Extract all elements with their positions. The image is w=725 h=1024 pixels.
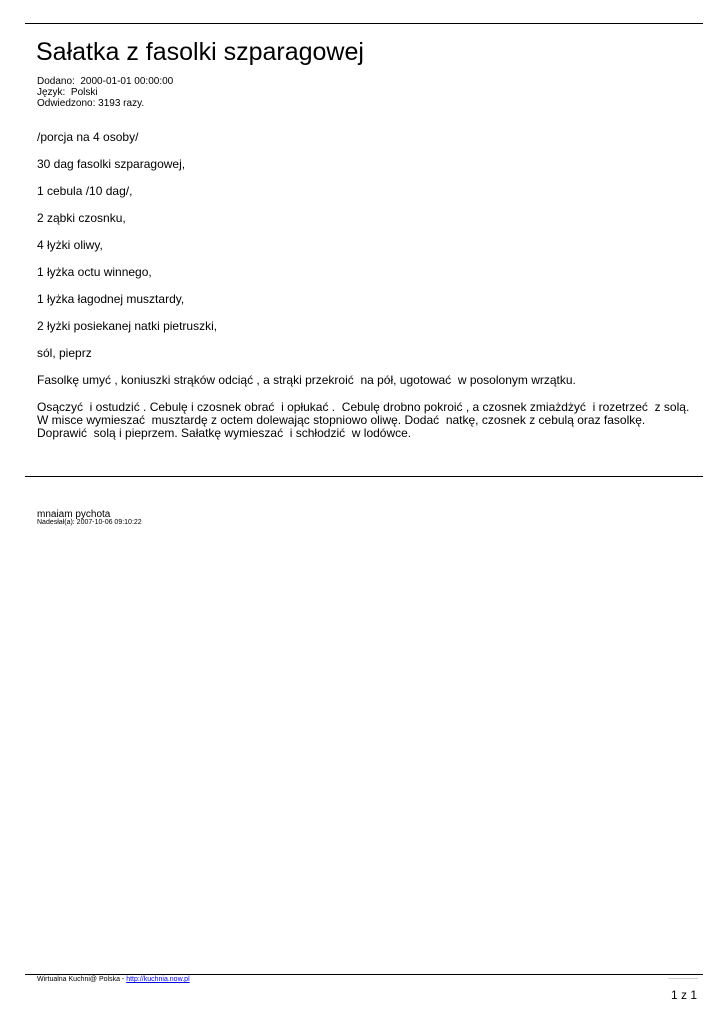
comment-meta: Nadesłał(a): 2007-10-06 09:10:22 <box>37 519 142 526</box>
comment-text: mnaiam pychota <box>37 509 111 520</box>
footer-site-label: Wirtualna Kuchni@ Polska - <box>37 976 127 983</box>
ingredient-line: 2 łyżki posiekanej natki pietruszki, <box>37 319 218 333</box>
footer-mark <box>668 978 698 979</box>
ingredient-line: 1 łyżka octu winnego, <box>37 265 152 279</box>
recipe-title: Sałatka z fasolki szparagowej <box>36 38 364 66</box>
footer-divider <box>25 974 703 975</box>
ingredient-line: 30 dag fasolki szparagowej, <box>37 157 186 171</box>
meta-language: Język: Polski <box>37 87 98 98</box>
meta-added: Dodano: 2000-01-01 00:00:00 <box>37 76 174 87</box>
page-number: 1 z 1 <box>671 988 698 1002</box>
ingredient-line: 1 łyżka łagodnej musztardy, <box>37 292 185 306</box>
ingredient-line: 1 cebula /10 dag/, <box>37 184 133 198</box>
footer-site <box>37 976 190 984</box>
top-divider <box>25 23 703 24</box>
footer-site-link[interactable]: http://kuchnia.now.pl <box>126 976 190 983</box>
comments-divider <box>25 476 703 477</box>
instructions-paragraph-2-line: Osączyć i ostudzić . Cebulę i czosnek obrać i opłukać . Cebulę drobno pokroić , a czosnek zmiażdżyć i rozetrzeć z solą. <box>37 400 690 414</box>
meta-visited: Odwiedzono: 3193 razy. <box>37 98 145 109</box>
instructions-paragraph-2-line: Doprawić solą i pieprzem. Sałatkę wymieszać i schłodzić w lodówce. <box>37 426 412 440</box>
ingredient-line: sól, pieprz <box>37 346 92 360</box>
recipe-meta <box>37 76 173 109</box>
ingredient-line: 2 ząbki czosnku, <box>37 211 126 225</box>
instructions-paragraph-1: Fasolkę umyć , koniuszki strąków odciąć , a strąki przekroić na pół, ugotować w posolonym wrzątku. <box>37 373 576 387</box>
instructions-paragraph-2-line: W misce wymieszać musztardę z octem dolewając stopniowo oliwę. Dodać natkę, czosnek z cebulą oraz fasolkę. <box>37 413 646 427</box>
ingredient-line: 4 łyżki oliwy, <box>37 238 103 252</box>
servings-line: /porcja na 4 osoby/ <box>37 130 139 144</box>
